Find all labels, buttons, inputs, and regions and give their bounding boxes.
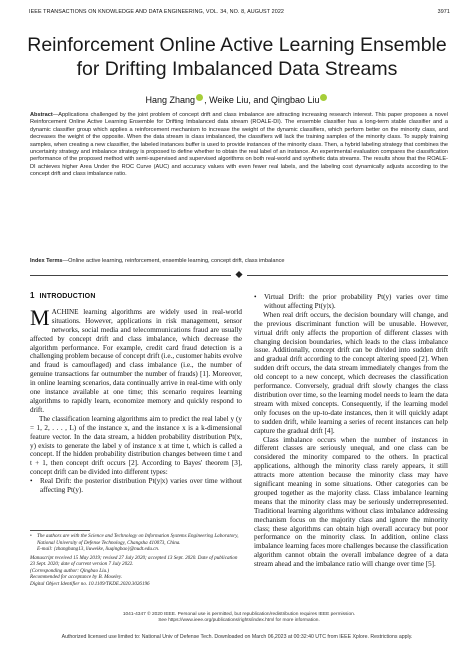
author-list — [40, 94, 434, 105]
title-line-2: for Drifting Imbalanced Data Streams — [76, 58, 398, 80]
bullet-real-drift: • Real Drift: the posterior distribution Pt(y|x) varies over time without affecting Pt(y). — [30, 477, 242, 495]
right-column — [254, 293, 448, 569]
index-terms-label: Index Terms — [30, 258, 63, 264]
footnote-affiliation: • The authors are with the Science and Technology on Information Systems Engineering Laboratory, National University of Defense Technology, Changsha 410073, China. — [30, 533, 242, 546]
section-heading: 1 INTRODUCTION — [30, 291, 96, 300]
download-notice: Authorized licensed use limited to: National Univ of Defense Tech. Downloaded on March 06,2023 at 00:32:40 UTC from IEEE Xplore. Restrictions apply. — [61, 634, 413, 640]
drop-cap: M — [30, 304, 50, 330]
index-terms-text: —Online active learning, reinforcement, ensemble learning, concept drift, class imbalance — [62, 258, 285, 264]
orcid-icon[interactable] — [196, 94, 203, 101]
diamond-icon — [235, 271, 242, 278]
section-divider — [30, 272, 448, 278]
abstract-label: Abstract — [30, 112, 53, 118]
abstract — [30, 112, 448, 179]
paper-title — [20, 33, 454, 81]
footnotes — [30, 533, 242, 587]
left-column — [30, 292, 242, 495]
page-number: 3971 — [437, 9, 450, 15]
copyright-line-2[interactable]: See https://www.ieee.org/publications/rights/index.html for more information. — [158, 618, 320, 623]
footnote-rule — [30, 530, 90, 531]
footnote-recommended: Recommended for acceptance by B. Moseley. — [30, 574, 123, 580]
copyright-line-1: 1041-4347 © 2020 IEEE. Personal use is permitted, but republication/redistribution requires IEEE permission. — [122, 612, 356, 617]
orcid-icon[interactable] — [320, 94, 327, 101]
intro-paragraph-2: The classification learning algorithms aim to predict the real label y (y = 1, 2, . . . , L) of the instance x, and the instance x is a k-dimensional feature vector. In the data stream, a hidden probability distribution Pt(x, y) exists to generate the label y of instance x at time t, which is called a concept. If the hidden probability distribution changes between time t and t + 1, then concept drift occurs [2]. According to Bayes' theorem [3], concept drift can be divided into different types: — [30, 414, 242, 477]
title-line-1: Reinforcement Online Active Learning Ensemble — [27, 34, 447, 56]
author-1: Hang Zhang — [145, 95, 196, 105]
journal-name: IEEE TRANSACTIONS ON KNOWLEDGE AND DATA ENGINEERING, VOL. 34, NO. 8, AUGUST 2022 — [29, 9, 285, 15]
index-terms — [30, 258, 448, 265]
abstract-text: —Applications challenged by the joint problem of concept drift and class imbalance are attracting increasing research interest. This paper proposes a novel Reinforcement Online Active Learning Ensemble for Drifting Imbalanced data stream (ROALE-DI). The ensemble classifier has a long-term stable classifier and a dynamic classifier group which applies a reinforcement mechanism to increase the weight of the dynamic classifiers, which perform better on the minority class, and decreases the weight of the opposite. When the data stream is class imbalanced, the classifiers will lack the training samples of the minority class. To supply training samples, when creating a new classifier, the labeled instances buffer is used to provide instances of the minority class. Then, a hybrid labeling strategy that combines the uncertainty strategy and imbalance strategy is proposed to define whether to obtain the real label of an instance. An experimental evaluation compares the classification performance of the proposed method with semi-supervised and supervised algorithms on both real-world and synthetic data streams. The results show that the ROALE-DI achieves higher Area Under the ROC Curve (AUC) and accuracy values with even fewer real labels, and the labeling cost dynamically adjusts according to the concept drift and class imbalance ratio. — [30, 112, 448, 178]
footnote-email[interactable]: E-mail: {zhanghang13, liuweike, liuqingbao}@nudt.edu.cn. — [37, 546, 160, 552]
intro-paragraph-1: MACHINE learning algorithms are widely used in real-world situations. However, applications in risk management, sensor networks, social media and telecommunications fraud are usually affected by concept drift and class imbalance, which decrease the algorithm performance. For example, credit card fraud detection is a challenging problem because of concept drift (i.e., customer habits evolve and fraud is camouflaged) and class imbalance (i.e., the number of genuine transactions far outnumber the number of frauds) [1]. Moreover, in online learning scenarios, data continually arrive in real-time with only one instance available at one time; this scenario requires learning algorithms to rapidly learn, economize memory and quickly respond to drift. — [30, 304, 242, 414]
intro-paragraph-3: When real drift occurs, the decision boundary will change, and the previous discriminant function will be unusable. However, virtual drift only affects the proportion of different classes with changing decision boundaries, which leads to the class imbalance issue. Additionally, concept drift can be divided into sudden drift and gradual drift according to the concept altering speed [2]. When sudden drift occurs, the data stream immediately changes from the old concept to a new concept, which decreases the classification performance. Conversely, gradual drift slowly changes the class distribution over time, so the learning model needs to learn the data stream with mixed concepts. Consequently, if the learning model only focuses on the up-to-date instances, then it will quickly adapt to sudden drift, while learning a series of recent instances can help capture the gradual drift [4]. — [254, 310, 448, 435]
footnote-corresponding: (Corresponding author: Qingbao Liu.) — [30, 567, 110, 574]
author-2-3: , Weike Liu, and Qingbao Liu — [204, 95, 320, 105]
copyright-notice — [30, 612, 448, 624]
running-head — [29, 9, 450, 15]
bullet-virtual-drift: • Virtual Drift: the prior probability Pt(y) varies over time without affecting Pt(y|x). — [254, 293, 448, 311]
footnote-doi[interactable]: Digital Object Identifier no. 10.1109/TKDE.2020.3026196 — [30, 580, 150, 587]
intro-paragraph-4: Class imbalance occurs when the number of instances in different classes are seriously unequal, and one class can be considered the minority compared to the others. In practical applications, although the minority class rarely appears, it still attracts more attention because the minority class may have significant meaning in some situations. Other categories can be grouped together as the majority class. Class imbalance learning means that the minority class may be seriously underrepresented. Traditional learning algorithms without class imbalance addressing mechanism focus on the majority class and ignore the minority class; these algorithms can obtain high overall accuracy but poor performance on the minority class. In addition, online class imbalance learning faces more challenges because the classification algorithm cannot obtain the overall imbalance degree of a data stream ahead and the imbalance ratio will change over time [5]. — [254, 435, 448, 569]
footnote-manuscript: Manuscript received 15 May 2019; revised 27 July 2020; accepted 13 Sept. 2020. Date of publication 23 Sept. 2020; date of current version 7 July 2022. — [30, 554, 238, 567]
